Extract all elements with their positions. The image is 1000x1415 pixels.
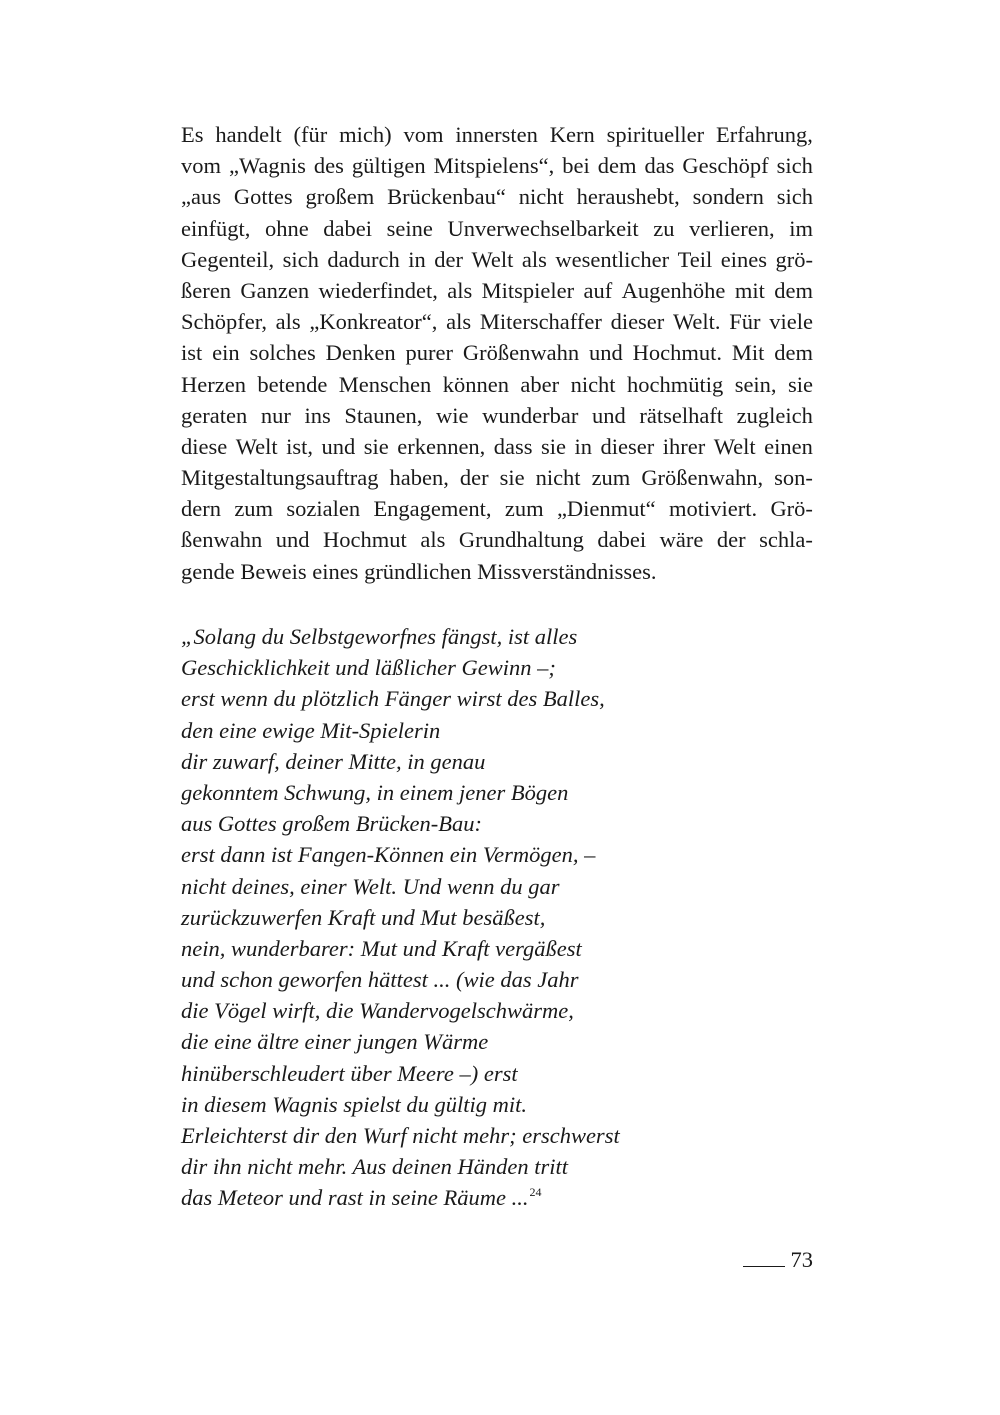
paragraph-word: als [446,309,472,335]
paragraph-line [181,462,813,493]
paragraph-word: dabei [597,527,647,553]
paragraph-line [181,150,813,181]
paragraph-word: und [275,527,310,553]
poem-line-text: hinüberschleudert über Meere –) erst [181,1060,518,1086]
paragraph-word: gende Beweis eines gründlichen Missverständnisses. [181,558,657,584]
paragraph-word: der [716,527,746,553]
paragraph-line [181,213,813,244]
paragraph-word: wesentlicher [555,246,670,272]
paragraph-line [181,556,813,587]
paragraph-word: handelt [215,122,282,147]
poem-line [181,902,821,933]
poem-line [181,746,821,777]
body-paragraph [181,119,813,587]
poem-line-text: Geschicklichkeit und läßlicher Gewinn –; [181,655,556,681]
paragraph-word: nur [260,402,291,428]
paragraph-word: Geschöpf [682,153,769,179]
paragraph-word: mit [734,277,765,303]
paragraph-word: nicht [570,371,616,397]
paragraph-word: Welt [235,433,278,459]
poem-quotation [181,621,821,1214]
footnote-reference: 24 [529,1185,542,1200]
poem-line-text: erst dann ist Fangen-Können ein Vermögen, – [181,842,596,868]
paragraph-word: ein [212,340,240,366]
page-number: 73 [790,1247,813,1272]
paragraph-word: des [313,153,344,179]
poem-line-text: dir ihn nicht mehr. Aus deinen Händen tritt [181,1154,569,1180]
paragraph-line [181,181,813,212]
paragraph-word: Gottes [233,184,293,210]
poem-line [181,1182,821,1213]
paragraph-word: Größenwahn, [641,465,764,491]
paragraph-word: ist [181,340,203,366]
paragraph-word: Staunen, [344,402,423,428]
paragraph-word: Schöpfer, [181,309,267,335]
paragraph-line [181,337,813,368]
paragraph-word: Brückenbau“ [387,184,506,210]
poem-line-text: „Solang du Selbstgeworfnes fängst, ist alles [181,624,578,649]
paragraph-word: und [588,340,623,366]
poem-line-text: aus Gottes großem Brücken-Bau: [181,811,482,837]
poem-line-text: dir zuwarf, deiner Mitte, in genau [181,748,486,774]
paragraph-word: ist, [286,433,314,459]
paragraph-word: schla- [759,527,813,553]
paragraph-word: als [420,527,446,553]
paragraph-word: erkennen, [397,433,486,459]
poem-line [181,1120,821,1151]
paragraph-word: Erfahrung, [716,122,813,147]
paragraph-word: sozialen [286,496,361,522]
paragraph-line [181,400,813,431]
paragraph-word: bei [562,153,590,179]
paragraph-word: wiederfindet, [318,277,438,303]
paragraph-word: sie [499,465,525,491]
folio-rule [743,1266,785,1267]
poem-line [181,621,821,652]
poem-line [181,964,821,995]
paragraph-word: sich [776,153,813,179]
paragraph-word: rätselhaft [639,402,724,428]
paragraph-word: mich) [339,122,392,147]
paragraph-word: der [459,465,489,491]
poem-line-text: nein, wunderbarer: Mut und Kraft vergäßest [181,935,582,961]
paragraph-word: zu [653,215,675,241]
paragraph-word: Mit [731,340,765,366]
poem-line-text: die eine ältre einer jungen Wärme [181,1029,489,1055]
poem-line-text: die Vögel wirft, die Wandervogelschwärme, [181,998,574,1024]
paragraph-word: der [434,246,463,272]
poem-line [181,995,821,1026]
paragraph-line [181,493,813,524]
paragraph-word: viele [769,309,813,335]
paragraph-word: als [521,246,547,272]
paragraph-word: sich [282,246,319,272]
paragraph-word: haben, [389,465,449,491]
poem-line [181,933,821,964]
paragraph-word: Größenwahn [462,340,580,366]
poem-line-text: und schon geworfen hättest ... (wie das Jahr [181,967,579,993]
paragraph-word: Unverwechselbarkeit [447,215,639,241]
paragraph-word: heraushebt, [576,184,680,210]
paragraph-word: diese [181,433,228,459]
poem-line-text: zurückzuwerfen Kraft und Mut besäßest, [181,904,546,930]
paragraph-word: Gegenteil, [181,246,275,272]
paragraph-word: dem [774,340,813,366]
paragraph-word: sich [776,184,813,210]
paragraph-word: wie [436,402,469,428]
paragraph-word: großem [305,184,375,210]
paragraph-line [181,369,813,400]
poem-line [181,1026,821,1057]
poem-line-text: gekonntem Schwung, in einem jener Bögen [181,779,569,805]
paragraph-word: „Dienmut“ [556,496,656,522]
paragraph-word: ßeren [181,277,231,303]
paragraph-word: ihrer [662,433,706,459]
poem-line [181,652,821,683]
paragraph-word: verlieren, [689,215,775,241]
paragraph-word: Engagement, [373,496,492,522]
paragraph-word: Menschen [338,371,432,397]
paragraph-word: innersten [455,122,538,147]
paragraph-word: nicht [518,184,564,210]
paragraph-word: gültigen [351,153,426,179]
poem-line [181,808,821,839]
paragraph-word: auf [583,277,613,303]
poem-line [181,1089,821,1120]
paragraph-word: einen [764,433,813,459]
paragraph-word: ohne [264,215,309,241]
paragraph-word: sondern [692,184,764,210]
paragraph-word: eines [720,246,767,272]
paragraph-word: ins [304,402,331,428]
paragraph-word: grö- [775,246,813,272]
paragraph-word: spiritueller [606,122,705,147]
paragraph-word: sie [363,433,389,459]
paragraph-word: dem [774,277,813,303]
page-footer [743,1245,814,1275]
paragraph-word: sie [788,371,813,397]
paragraph-line [181,275,813,306]
paragraph-word: purer [405,340,453,366]
paragraph-word: Hochmut [323,527,407,553]
poem-line [181,777,821,808]
paragraph-word: Hochmut. [632,340,722,366]
paragraph-word: und [591,402,626,428]
paragraph-word: betende [257,371,328,397]
poem-line-text: den eine ewige Mit-Spielerin [181,717,441,743]
paragraph-word: dieser [610,309,665,335]
paragraph-word: dass [493,433,533,459]
paragraph-line [181,431,813,462]
paragraph-word: und [321,433,356,459]
paragraph-word: als [447,277,473,303]
paragraph-word: Für [729,309,761,335]
poem-line-text: erst wenn du plötzlich Fänger wirst des Balles, [181,686,605,712]
poem-line [181,683,821,714]
paragraph-word: dadurch [327,246,400,272]
paragraph-word: solches [249,340,316,366]
paragraph-word: motiviert. [668,496,758,522]
paragraph-word: in [408,246,426,272]
paragraph-word: sein, [734,371,777,397]
poem-line-text: das Meteor und rast in seine Räume ... [181,1185,529,1211]
paragraph-word: das [644,153,675,179]
paragraph-line [181,119,813,150]
paragraph-word: dabei [323,215,373,241]
paragraph-word: Ganzen [240,277,310,303]
paragraph-word: können [442,371,509,397]
paragraph-word: zugleich [736,402,813,428]
paragraph-word: Denken [325,340,396,366]
paragraph-line [181,524,813,555]
paragraph-word: Augenhöhe [621,277,726,303]
paragraph-word: wunderbar [482,402,579,428]
paragraph-word: Herzen [181,371,246,397]
paragraph-word: Mitgestaltungsauftrag [181,465,379,491]
paragraph-word: Teil [677,246,713,272]
paragraph-word: geraten [181,402,248,428]
paragraph-word: Welt. [673,309,721,335]
paragraph-word: (für [293,122,328,147]
paragraph-word: als [275,309,301,335]
paragraph-line [181,244,813,275]
poem-line [181,871,821,902]
paragraph-word: „Wagnis [229,153,306,179]
paragraph-word: son- [774,465,813,491]
poem-line-text: in diesem Wagnis spielst du gültig mit. [181,1091,528,1117]
paragraph-word: Welt [713,433,756,459]
paragraph-word: Kern [549,122,595,147]
paragraph-word: Welt [471,246,514,272]
paragraph-word: aber [520,371,560,397]
paragraph-word: dem [597,153,637,179]
paragraph-word: Grö- [770,496,813,522]
paragraph-word: sie [541,433,567,459]
poem-line-text: Erleichterst dir den Wurf nicht mehr; erschwerst [181,1123,620,1148]
poem-line-text: nicht deines, einer Welt. Und wenn du gar [181,873,560,899]
paragraph-word: dieser [600,433,655,459]
paragraph-line [181,306,813,337]
paragraph-word: einfügt, [181,215,251,241]
paragraph-word: seine [386,215,433,241]
paragraph-word: „aus [181,184,221,210]
paragraph-word: zum [234,496,274,522]
paragraph-word: vom [403,122,444,147]
paragraph-word: wäre [659,527,704,553]
paragraph-word: „Konkreator“, [309,309,438,335]
paragraph-word: hochmütig [627,371,724,397]
paragraph-word: dern [181,496,221,522]
poem-line [181,1151,821,1182]
paragraph-word: ßenwahn [181,527,263,553]
paragraph-word: in [574,433,593,459]
paragraph-word: im [789,215,813,241]
paragraph-word: zum [591,465,631,491]
poem-line [181,1058,821,1089]
paragraph-word: Es [181,122,204,147]
paragraph-word: Miterschaffer [479,309,602,335]
paragraph-word: Mitspieler [481,277,575,303]
paragraph-word: nicht [535,465,581,491]
poem-line [181,715,821,746]
poem-line [181,839,821,870]
paragraph-word: zum [504,496,544,522]
paragraph-word: Mitspielens“, [433,153,555,179]
paragraph-word: Grundhaltung [458,527,584,553]
paragraph-word: vom [181,153,222,179]
